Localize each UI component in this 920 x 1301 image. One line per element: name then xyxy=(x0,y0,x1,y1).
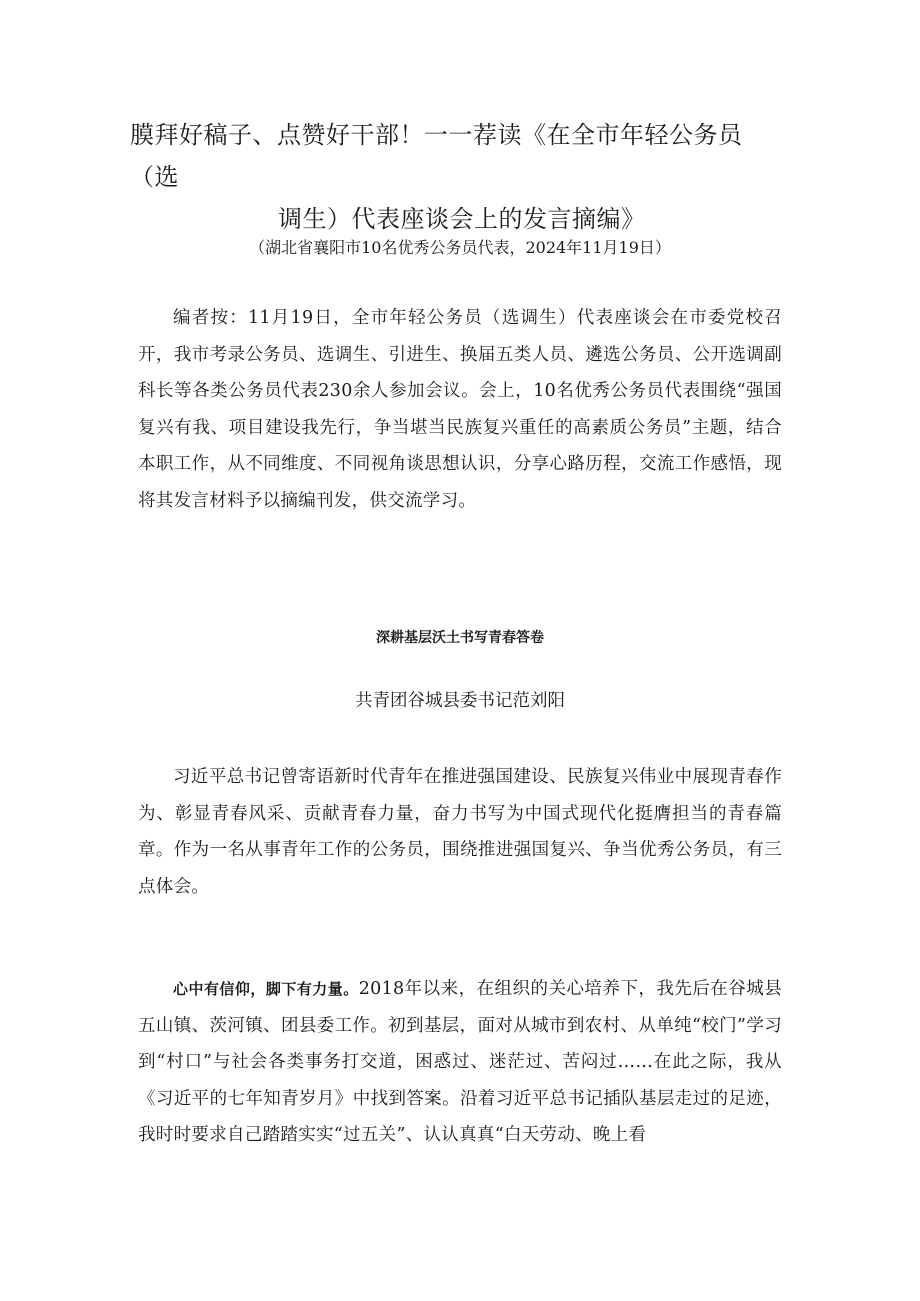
author-line: 共青团谷城县委书记范刘阳 xyxy=(355,691,565,711)
intro-paragraph: 习近平总书记曾寄语新时代青年在推进强国建设、民族复兴伟业中展现青春作为、彰显青春风采、贡献青春力量，奋力书写为中国式现代化挺膺担当的青春篇章。作为一名从事青年工作的公务员，围绕推进强国复兴、争当优秀公务员，有三点体会。 xyxy=(138,767,782,897)
point-one-text: 2018年以来，在组织的关心培养下，我先后在谷城县五山镇、茨河镇、团县委工作。初到基层，面对从城市到农村、从单纯“校门”学习到“村口”与社会各类事务打交道，困惑过、迷茫过、苦闷过……在此之际，我从《习近平的七年知青岁月》中找到答案。沿着习近平总书记插队基层走过的足迹，我时时要求自己踏踏实实“过五关”、认认真真“白天劳动、晚上看 xyxy=(138,979,782,1146)
title-line-2: 调生）代表座谈会上的发言摘编》 xyxy=(278,205,646,233)
document-subtitle: （湖北省襄阳市10名优秀公务员代表，2024年11月19日） xyxy=(249,238,671,257)
point-one-paragraph xyxy=(138,971,782,1154)
point-one-lead: 心中有信仰，脚下有力量。 xyxy=(173,980,359,998)
document-title xyxy=(130,114,790,240)
editor-note-paragraph: 编者按：11月19日，全市年轻公务员（选调生）代表座谈会在市委党校召开，我市考录公务员、选调生、引进生、换届五类人员、遴选公务员、公开选调副科长等各类公务员代表230余人参加会议。会上，10名优秀公务员代表围绕“强国复兴有我、项目建设我先行，争当堪当民族复兴重任的高素质公务员”主题，结合本职工作，从不同维度、不同视角谈思想认识，分享心路历程，交流工作感悟，现将其发言材料予以摘编刊发，供交流学习。 xyxy=(138,308,782,511)
title-line-1: 膜拜好稿子、点赞好干部！一一荐读《在全市年轻公务员（选 xyxy=(130,121,743,191)
section-heading: 深耕基层沃土书写青春答卷 xyxy=(376,630,544,646)
